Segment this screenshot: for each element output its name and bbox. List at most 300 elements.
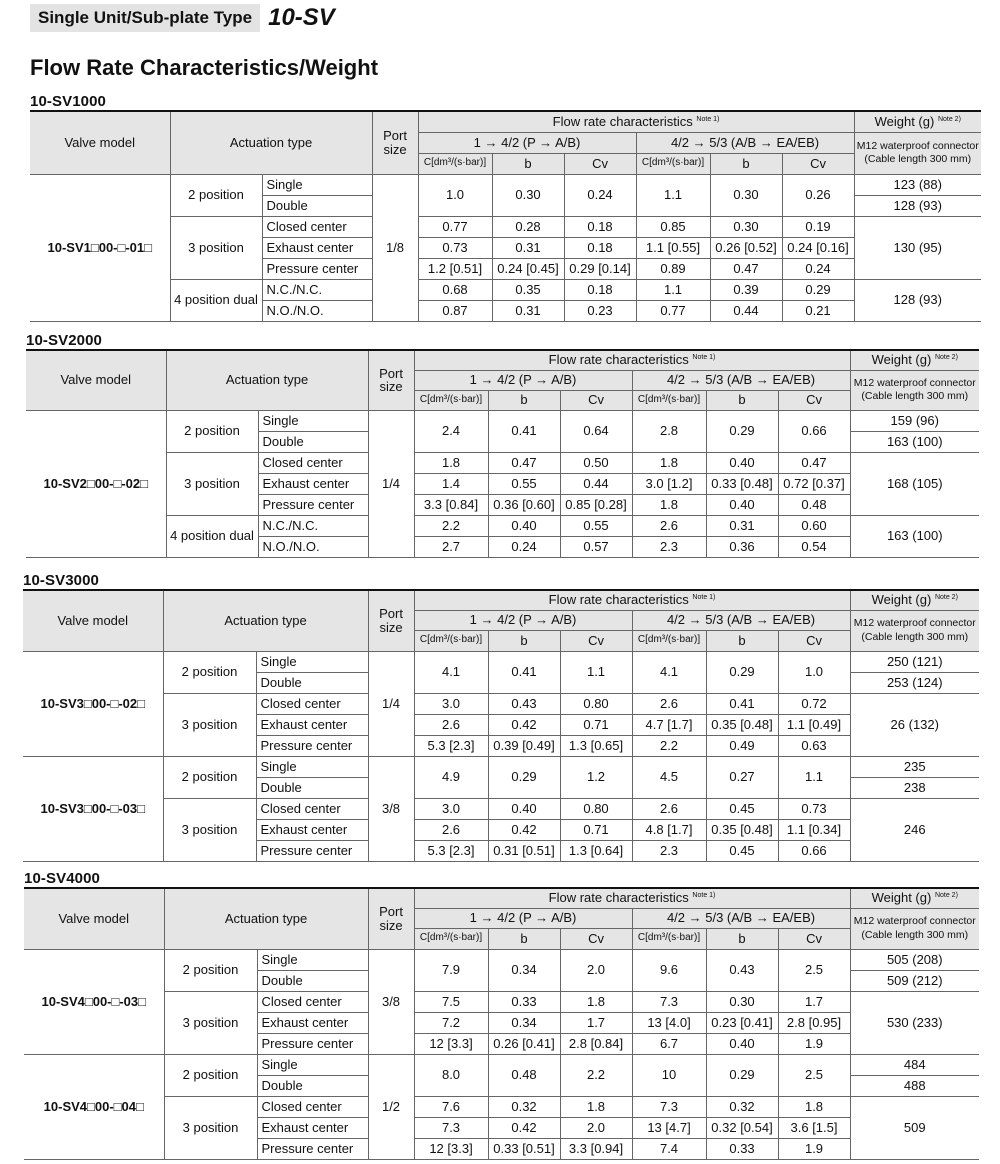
value-cell: 2.5 [778, 1054, 850, 1096]
value-cell: 0.40 [488, 798, 560, 819]
value-cell: 0.29 [706, 651, 778, 693]
value-cell: 0.30 [706, 991, 778, 1012]
value-cell: 0.26 [0.52] [710, 237, 782, 258]
value-cell: 1.8 [778, 1096, 850, 1117]
weight-cell: 509 (212) [850, 970, 979, 991]
actuation-item: Closed center [262, 216, 372, 237]
b-header: b [706, 630, 778, 651]
value-cell: 2.8 [632, 410, 706, 452]
value-cell: 0.72 [0.37] [778, 473, 850, 494]
value-cell: 4.5 [632, 756, 706, 798]
valve-model-header: Valve model [23, 590, 163, 651]
value-cell: 1.8 [414, 452, 488, 473]
valve-model-header: Valve model [26, 350, 166, 410]
actuation-item: Single [257, 1054, 368, 1075]
value-cell: 0.24 [0.45] [492, 258, 564, 279]
direction-1-header: 1 → 4/2 (P → A/B) [414, 370, 632, 390]
connector-header: M12 waterproof connector (Cable length 300 mm) [850, 908, 979, 949]
actuation-item: N.O./N.O. [262, 300, 372, 321]
value-cell: 6.7 [632, 1033, 706, 1054]
value-cell: 0.31 [492, 237, 564, 258]
value-cell: 2.5 [778, 949, 850, 991]
c-header: C[dm³/(s·bar)] [632, 630, 706, 651]
value-cell: 0.71 [560, 714, 632, 735]
value-cell: 0.41 [488, 410, 560, 452]
weight-cell: 250 (121) [850, 651, 979, 672]
actuation-item: Exhaust center [257, 1117, 368, 1138]
value-cell: 2.6 [414, 714, 488, 735]
value-cell: 0.71 [560, 819, 632, 840]
value-cell: 0.29 [782, 279, 854, 300]
value-cell: 1.8 [560, 991, 632, 1012]
value-cell: 12 [3.3] [414, 1033, 488, 1054]
value-cell: 1.9 [778, 1138, 850, 1159]
valve-model-header: Valve model [24, 888, 164, 949]
table-row [24, 1096, 979, 1117]
value-cell: 0.24 [488, 536, 560, 557]
table-sv2000 [26, 349, 979, 558]
value-cell: 0.42 [488, 1117, 560, 1138]
c-header: C[dm³/(s·bar)] [632, 928, 706, 949]
value-cell: 0.77 [636, 300, 710, 321]
value-cell: 2.0 [560, 1117, 632, 1138]
value-cell: 0.36 [706, 536, 778, 557]
direction-1-header: 1 → 4/2 (P → A/B) [414, 908, 632, 928]
actuation-item: Single [257, 949, 368, 970]
c-header: C[dm³/(s·bar)] [414, 928, 488, 949]
port-size-cell: 3/8 [368, 756, 414, 861]
table-sv4000 [24, 887, 979, 1160]
value-cell: 1.4 [414, 473, 488, 494]
series-name: 10-SV [268, 4, 335, 31]
weight-cell: 530 (233) [850, 991, 979, 1054]
weight-cell: 26 (132) [850, 693, 979, 756]
actuation-group: 2 position [166, 410, 258, 452]
actuation-group: 2 position [170, 174, 262, 216]
value-cell: 0.32 [706, 1096, 778, 1117]
value-cell: 9.6 [632, 949, 706, 991]
weight-cell: 128 (93) [854, 195, 981, 216]
value-cell: 0.47 [710, 258, 782, 279]
value-cell: 0.87 [418, 300, 492, 321]
weight-header: Weight (g) $^{Note 2)}$ [854, 111, 981, 132]
value-cell: 0.73 [418, 237, 492, 258]
value-cell: 2.7 [414, 536, 488, 557]
value-cell: 4.9 [414, 756, 488, 798]
weight-cell: 484 [850, 1054, 979, 1075]
value-cell: 0.35 [492, 279, 564, 300]
actuation-type-header: Actuation type [166, 350, 368, 410]
header-row [23, 590, 979, 610]
table-row [26, 515, 979, 536]
c-header: C[dm³/(s·bar)] [632, 390, 706, 410]
actuation-group: 3 position [170, 216, 262, 279]
value-cell: 13 [4.7] [632, 1117, 706, 1138]
page-header [30, 4, 335, 32]
actuation-group: 3 position [166, 452, 258, 515]
actuation-item: Double [257, 970, 368, 991]
value-cell: 2.6 [632, 798, 706, 819]
cv-header: Cv [778, 390, 850, 410]
weight-cell: 488 [850, 1075, 979, 1096]
actuation-type-header: Actuation type [164, 888, 368, 949]
cv-header: Cv [778, 928, 850, 949]
value-cell: 7.6 [414, 1096, 488, 1117]
value-cell: 0.45 [706, 840, 778, 861]
actuation-item: Closed center [256, 693, 368, 714]
value-cell: 0.48 [778, 494, 850, 515]
value-cell: 0.29 [488, 756, 560, 798]
weight-cell: 505 (208) [850, 949, 979, 970]
actuation-item: Pressure center [257, 1033, 368, 1054]
value-cell: 0.40 [706, 452, 778, 473]
section-title-sv1000: 10-SV1000 [30, 93, 106, 110]
value-cell: 0.60 [778, 515, 850, 536]
actuation-group: 4 position dual [170, 279, 262, 321]
value-cell: 0.19 [782, 216, 854, 237]
cv-header: Cv [778, 630, 850, 651]
value-cell: 1.0 [778, 651, 850, 693]
type-tag: Single Unit/Sub-plate Type [30, 4, 260, 32]
value-cell: 0.33 [0.51] [488, 1138, 560, 1159]
c-header: C[dm³/(s·bar)] [418, 153, 492, 174]
actuation-group: 3 position [164, 1096, 257, 1159]
header-row [24, 888, 979, 908]
value-cell: 0.47 [488, 452, 560, 473]
weight-cell: 163 (100) [850, 431, 979, 452]
value-cell: 0.48 [488, 1054, 560, 1096]
value-cell: 7.4 [632, 1138, 706, 1159]
value-cell: 3.0 [414, 798, 488, 819]
header-row [26, 350, 979, 370]
section-title-sv3000: 10-SV3000 [23, 572, 99, 589]
value-cell: 1.7 [560, 1012, 632, 1033]
weight-cell: 246 [850, 798, 979, 861]
actuation-item: Double [258, 431, 368, 452]
port-size-cell: 1/8 [372, 174, 418, 321]
value-cell: 0.85 [0.28] [560, 494, 632, 515]
actuation-item: Double [256, 672, 368, 693]
value-cell: 2.2 [632, 735, 706, 756]
direction-2-header: 4/2 → 5/3 (A/B → EA/EB) [632, 610, 850, 630]
value-cell: 0.34 [488, 949, 560, 991]
cv-header: Cv [560, 390, 632, 410]
value-cell: 7.2 [414, 1012, 488, 1033]
table-row [23, 756, 979, 777]
value-cell: 0.31 [0.51] [488, 840, 560, 861]
value-cell: 10 [632, 1054, 706, 1096]
port-size-cell: 1/4 [368, 410, 414, 557]
b-header: b [492, 153, 564, 174]
value-cell: 1.2 [0.51] [418, 258, 492, 279]
table-row [30, 279, 981, 300]
value-cell: 1.1 [636, 174, 710, 216]
connector-header: M12 waterproof connector (Cable length 300 mm) [854, 132, 981, 174]
value-cell: 0.80 [560, 693, 632, 714]
value-cell: 0.29 [0.14] [564, 258, 636, 279]
value-cell: 4.7 [1.7] [632, 714, 706, 735]
value-cell: 0.31 [706, 515, 778, 536]
weight-cell: 123 (88) [854, 174, 981, 195]
value-cell: 1.1 [560, 651, 632, 693]
value-cell: 0.44 [560, 473, 632, 494]
actuation-item: Single [256, 756, 368, 777]
value-cell: 4.1 [414, 651, 488, 693]
actuation-item: N.C./N.C. [262, 279, 372, 300]
value-cell: 0.72 [778, 693, 850, 714]
table-row [30, 216, 981, 237]
actuation-group: 2 position [163, 651, 256, 693]
actuation-item: Double [262, 195, 372, 216]
value-cell: 0.32 [488, 1096, 560, 1117]
value-cell: 2.3 [632, 840, 706, 861]
value-cell: 4.1 [632, 651, 706, 693]
valve-model-cell: 10-SV3□00-□-03□ [23, 756, 163, 861]
valve-model-cell: 10-SV4□00-□-03□ [24, 949, 164, 1054]
valve-model-cell: 10-SV2□00-□-02□ [26, 410, 166, 557]
value-cell: 1.1 [0.49] [778, 714, 850, 735]
value-cell: 0.24 [564, 174, 636, 216]
actuation-item: N.C./N.C. [258, 515, 368, 536]
value-cell: 0.43 [706, 949, 778, 991]
value-cell: 0.27 [706, 756, 778, 798]
value-cell: 0.50 [560, 452, 632, 473]
value-cell: 7.3 [414, 1117, 488, 1138]
value-cell: 0.55 [488, 473, 560, 494]
actuation-type-header: Actuation type [170, 111, 372, 174]
direction-2-header: 4/2 → 5/3 (A/B → EA/EB) [632, 370, 850, 390]
value-cell: 12 [3.3] [414, 1138, 488, 1159]
value-cell: 0.44 [710, 300, 782, 321]
value-cell: 0.33 [0.48] [706, 473, 778, 494]
actuation-item: Double [257, 1075, 368, 1096]
port-size-header: Port size [368, 888, 414, 949]
value-cell: 1.1 [636, 279, 710, 300]
value-cell: 0.42 [488, 714, 560, 735]
value-cell: 3.0 [414, 693, 488, 714]
weight-cell: 163 (100) [850, 515, 979, 557]
value-cell: 0.30 [710, 174, 782, 216]
header-row [30, 111, 981, 132]
actuation-item: Pressure center [257, 1138, 368, 1159]
value-cell: 0.18 [564, 237, 636, 258]
connector-header: M12 waterproof connector (Cable length 300 mm) [850, 370, 979, 410]
port-size-header: Port size [368, 590, 414, 651]
value-cell: 0.47 [778, 452, 850, 473]
cv-header: Cv [560, 928, 632, 949]
value-cell: 1.2 [560, 756, 632, 798]
value-cell: 0.73 [778, 798, 850, 819]
value-cell: 7.9 [414, 949, 488, 991]
actuation-group: 2 position [164, 949, 257, 991]
actuation-item: Single [256, 651, 368, 672]
table-row [24, 949, 979, 970]
actuation-item: Closed center [256, 798, 368, 819]
actuation-group: 4 position dual [166, 515, 258, 557]
value-cell: 1.3 [0.64] [560, 840, 632, 861]
value-cell: 5.3 [2.3] [414, 735, 488, 756]
actuation-item: Pressure center [256, 840, 368, 861]
actuation-item: Closed center [257, 1096, 368, 1117]
value-cell: 0.54 [778, 536, 850, 557]
value-cell: 5.3 [2.3] [414, 840, 488, 861]
valve-model-header: Valve model [30, 111, 170, 174]
weight-cell: 130 (95) [854, 216, 981, 279]
flow-rate-header: Flow rate characteristics $^{Note 1)}$ [414, 888, 850, 908]
b-header: b [710, 153, 782, 174]
value-cell: 0.34 [488, 1012, 560, 1033]
value-cell: 0.33 [706, 1138, 778, 1159]
actuation-item: Single [258, 410, 368, 431]
port-size-cell: 3/8 [368, 949, 414, 1054]
actuation-item: Single [262, 174, 372, 195]
table-row [26, 452, 979, 473]
table-sv1000 [30, 110, 981, 322]
actuation-group: 3 position [163, 693, 256, 756]
port-size-header: Port size [368, 350, 414, 410]
weight-cell: 509 [850, 1096, 979, 1159]
value-cell: 0.26 [0.41] [488, 1033, 560, 1054]
value-cell: 1.8 [632, 494, 706, 515]
value-cell: 0.24 [782, 258, 854, 279]
value-cell: 1.1 [0.34] [778, 819, 850, 840]
value-cell: 0.26 [782, 174, 854, 216]
direction-1-header: 1 → 4/2 (P → A/B) [418, 132, 636, 153]
flow-rate-header: Flow rate characteristics $^{Note 1)}$ [414, 590, 850, 610]
value-cell: 0.33 [488, 991, 560, 1012]
actuation-type-header: Actuation type [163, 590, 368, 651]
value-cell: 4.8 [1.7] [632, 819, 706, 840]
value-cell: 7.3 [632, 991, 706, 1012]
actuation-group: 3 position [164, 991, 257, 1054]
value-cell: 3.0 [1.2] [632, 473, 706, 494]
direction-1-header: 1 → 4/2 (P → A/B) [414, 610, 632, 630]
actuation-item: Exhaust center [257, 1012, 368, 1033]
value-cell: 0.36 [0.60] [488, 494, 560, 515]
actuation-item: Closed center [257, 991, 368, 1012]
value-cell: 0.23 [564, 300, 636, 321]
value-cell: 0.40 [706, 494, 778, 515]
weight-cell: 235 [850, 756, 979, 777]
value-cell: 0.57 [560, 536, 632, 557]
c-header: C[dm³/(s·bar)] [636, 153, 710, 174]
actuation-item: Exhaust center [258, 473, 368, 494]
value-cell: 2.6 [632, 515, 706, 536]
value-cell: 0.28 [492, 216, 564, 237]
weight-header: Weight (g) $^{Note 2)}$ [850, 590, 979, 610]
flow-rate-header: Flow rate characteristics $^{Note 1)}$ [414, 350, 850, 370]
value-cell: 0.63 [778, 735, 850, 756]
value-cell: 0.41 [488, 651, 560, 693]
value-cell: 2.8 [0.84] [560, 1033, 632, 1054]
value-cell: 0.29 [706, 1054, 778, 1096]
port-size-cell: 1/2 [368, 1054, 414, 1159]
weight-header: Weight (g) $^{Note 2)}$ [850, 888, 979, 908]
value-cell: 2.6 [632, 693, 706, 714]
value-cell: 1.1 [0.55] [636, 237, 710, 258]
cv-header: Cv [560, 630, 632, 651]
value-cell: 1.9 [778, 1033, 850, 1054]
actuation-item: Exhaust center [256, 714, 368, 735]
table-row [26, 410, 979, 431]
value-cell: 0.66 [778, 410, 850, 452]
value-cell: 0.55 [560, 515, 632, 536]
value-cell: 13 [4.0] [632, 1012, 706, 1033]
value-cell: 0.40 [706, 1033, 778, 1054]
value-cell: 1.0 [418, 174, 492, 216]
value-cell: 0.35 [0.48] [706, 714, 778, 735]
table-row [23, 651, 979, 672]
direction-2-header: 4/2 → 5/3 (A/B → EA/EB) [636, 132, 854, 153]
value-cell: 3.3 [0.94] [560, 1138, 632, 1159]
b-header: b [488, 928, 560, 949]
c-header: C[dm³/(s·bar)] [414, 390, 488, 410]
valve-model-cell: 10-SV4□00-□04□ [24, 1054, 164, 1159]
port-size-cell: 1/4 [368, 651, 414, 756]
value-cell: 0.85 [636, 216, 710, 237]
table-row [24, 1054, 979, 1075]
value-cell: 2.8 [0.95] [778, 1012, 850, 1033]
value-cell: 1.8 [560, 1096, 632, 1117]
value-cell: 0.21 [782, 300, 854, 321]
value-cell: 1.8 [632, 452, 706, 473]
value-cell: 0.30 [710, 216, 782, 237]
value-cell: 0.39 [0.49] [488, 735, 560, 756]
value-cell: 0.30 [492, 174, 564, 216]
table-row [23, 693, 979, 714]
b-header: b [488, 630, 560, 651]
actuation-item: Closed center [258, 452, 368, 473]
flow-rate-header: Flow rate characteristics $^{Note 1)}$ [418, 111, 854, 132]
value-cell: 0.29 [706, 410, 778, 452]
value-cell: 0.45 [706, 798, 778, 819]
direction-2-header: 4/2 → 5/3 (A/B → EA/EB) [632, 908, 850, 928]
b-header: b [706, 390, 778, 410]
c-header: C[dm³/(s·bar)] [414, 630, 488, 651]
value-cell: 0.89 [636, 258, 710, 279]
valve-model-cell: 10-SV3□00-□-02□ [23, 651, 163, 756]
value-cell: 7.3 [632, 1096, 706, 1117]
b-header: b [706, 928, 778, 949]
actuation-group: 3 position [163, 798, 256, 861]
value-cell: 2.2 [560, 1054, 632, 1096]
value-cell: 0.43 [488, 693, 560, 714]
connector-header: M12 waterproof connector (Cable length 300 mm) [850, 610, 979, 651]
value-cell: 2.0 [560, 949, 632, 991]
value-cell: 0.31 [492, 300, 564, 321]
valve-model-cell: 10-SV1□00-□-01□ [30, 174, 170, 321]
cv-header: Cv [564, 153, 636, 174]
b-header: b [488, 390, 560, 410]
value-cell: 0.24 [0.16] [782, 237, 854, 258]
value-cell: 8.0 [414, 1054, 488, 1096]
value-cell: 2.4 [414, 410, 488, 452]
value-cell: 2.2 [414, 515, 488, 536]
value-cell: 0.18 [564, 279, 636, 300]
value-cell: 0.35 [0.48] [706, 819, 778, 840]
actuation-item: Pressure center [256, 735, 368, 756]
value-cell: 0.23 [0.41] [706, 1012, 778, 1033]
actuation-item: Exhaust center [256, 819, 368, 840]
table-sv3000 [23, 589, 979, 862]
weight-cell: 159 (96) [850, 410, 979, 431]
port-size-header: Port size [372, 111, 418, 174]
value-cell: 1.1 [778, 756, 850, 798]
page-title: Flow Rate Characteristics/Weight [30, 55, 379, 80]
value-cell: 0.40 [488, 515, 560, 536]
section-title-sv4000: 10-SV4000 [24, 870, 100, 887]
weight-cell: 128 (93) [854, 279, 981, 321]
